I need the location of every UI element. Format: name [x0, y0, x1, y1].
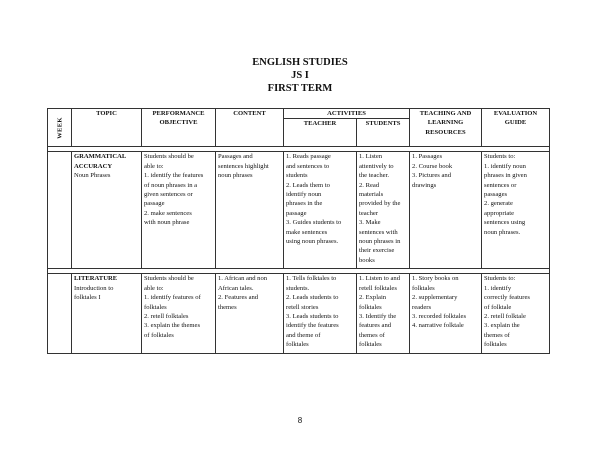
document-term: FIRST TERM	[267, 83, 333, 94]
document-class: JS I	[291, 70, 309, 81]
cell-text: themes of	[484, 331, 510, 339]
cell-text: drawings	[412, 181, 437, 189]
cell-text: 2. make sentences	[144, 209, 192, 217]
evaluation-cell	[482, 274, 550, 353]
cell-text: identify the features	[286, 322, 339, 330]
cell-text: 3. Leads students to	[286, 312, 339, 320]
teaching-resources-header: TEACHING AND LEARNING RESOURCES	[410, 109, 482, 147]
cell-text: folktales	[286, 341, 309, 349]
cell-text: books	[359, 256, 375, 264]
cell-text: themes	[218, 303, 237, 311]
cell-text: with noun phrase	[144, 219, 190, 227]
students-activity-cell	[357, 274, 410, 353]
cell-text: noun phrases in	[359, 238, 401, 246]
cell-text: themes of	[359, 331, 385, 339]
cell-text: Students should be	[144, 153, 194, 161]
cell-text: provided by the	[359, 200, 401, 208]
cell-text: passage	[286, 209, 307, 217]
students-header: STUDENTS	[357, 119, 410, 147]
cell-text: passage	[144, 200, 165, 208]
week-cell	[48, 152, 72, 269]
cell-text: of noun phrases in a	[144, 181, 198, 189]
cell-text: of folktale	[484, 303, 512, 311]
cell-text: passages	[484, 191, 508, 199]
cell-text: Noun Phrases	[74, 172, 111, 180]
cell-text: the teacher.	[359, 172, 390, 180]
cell-text: sentences highlight	[218, 162, 269, 170]
header-row-top	[48, 109, 550, 119]
resources-cell	[410, 152, 482, 269]
cell-text: 1. identify noun	[484, 162, 526, 170]
content-cell	[216, 152, 284, 269]
cell-text: 2. supplementary	[412, 294, 458, 302]
cell-text: Students to:	[484, 275, 516, 283]
cell-text: 3. explain the	[484, 322, 520, 330]
page-number: 8	[297, 416, 303, 425]
cell-text: 1. African and non	[218, 275, 268, 283]
cell-text: students	[286, 172, 308, 180]
cell-text: Students should be	[144, 275, 194, 283]
cell-text: of folktales	[144, 331, 174, 339]
cell-text: folktales I	[74, 294, 101, 302]
cell-text: noun phrases	[218, 172, 253, 180]
topic-cell	[72, 152, 142, 269]
performance-objective-header: PERFORMANCE OBJECTIVE	[142, 109, 216, 147]
cell-text: materials	[359, 191, 384, 199]
cell-text: appropriate	[484, 209, 515, 217]
cell-text: Introduction to	[74, 284, 114, 292]
cell-text: their exercise	[359, 247, 395, 255]
cell-text: 3. Pictures and	[412, 172, 452, 180]
cell-text: attentively to	[359, 162, 394, 170]
teacher-activity-cell	[284, 274, 357, 353]
cell-text: retell folktales	[359, 284, 397, 292]
cell-text: 2. generate	[484, 200, 513, 208]
cell-text: teacher	[359, 209, 379, 217]
students-activity-cell	[357, 152, 410, 269]
topic-cell	[72, 274, 142, 353]
cell-text: LITERATURE	[74, 275, 118, 283]
cell-text: sentences or	[484, 181, 517, 189]
evaluation-header: EVALUATION GUIDE	[482, 109, 550, 147]
cell-text: 2. Explain	[359, 294, 387, 302]
teacher-header: TEACHER	[284, 119, 357, 147]
cell-text: folktales	[144, 303, 167, 311]
cell-text: sentences with	[359, 228, 398, 236]
cell-text: 2. retell folktale	[484, 312, 526, 320]
objective-cell	[142, 274, 216, 353]
resources-cell	[410, 274, 482, 353]
cell-text: make sentences	[286, 228, 328, 236]
content-cell	[216, 274, 284, 353]
cell-text: Students to:	[484, 153, 516, 161]
content-header: CONTENT	[216, 109, 284, 147]
cell-text: 4. narrative folktale	[412, 322, 464, 330]
cell-text: 1. Story books on	[412, 275, 459, 283]
cell-text: able to:	[144, 162, 164, 170]
teacher-activity-cell	[284, 152, 357, 269]
document-subject: ENGLISH STUDIES	[252, 57, 348, 68]
objective-cell	[142, 152, 216, 269]
week-cell	[48, 274, 72, 353]
cell-text: African tales.	[218, 284, 254, 292]
cell-text: 3. Make	[359, 219, 381, 227]
cell-text: 2. Read	[359, 181, 380, 189]
cell-text: readers	[412, 303, 432, 311]
cell-text: noun phrases.	[484, 228, 521, 236]
cell-text: students.	[286, 284, 310, 292]
cell-text: identify noun	[286, 191, 322, 199]
cell-text: 1. Passages	[412, 153, 443, 161]
cell-text: 3. Identify the	[359, 312, 397, 320]
cell-text: phrases in the	[286, 200, 323, 208]
cell-text: 1. Listen to and	[359, 275, 401, 283]
cell-text: 2. Leads them to	[286, 181, 330, 189]
cell-text: 2. Leads students to	[286, 294, 339, 302]
cell-text: GRAMMATICAL	[74, 153, 127, 161]
cell-text: 1. identify features of	[144, 294, 201, 302]
cell-text: 2. Course book	[412, 162, 453, 170]
cell-text: sentences using	[484, 219, 526, 227]
cell-text: 1. identify the features	[144, 172, 204, 180]
cell-text: 1. Listen	[359, 153, 383, 161]
cell-text: features and	[359, 322, 392, 330]
cell-text: phrases in given	[484, 172, 527, 180]
cell-text: correctly features	[484, 294, 530, 302]
cell-text: 1. Tells folktales to	[286, 275, 337, 283]
cell-text: and theme of	[286, 331, 321, 339]
cell-text: and sentences to	[286, 162, 330, 170]
cell-text: ACCURACY	[74, 162, 113, 170]
cell-text: Passages and	[218, 153, 253, 161]
cell-text: using noun phrases.	[286, 238, 339, 246]
cell-text: folktales	[359, 303, 382, 311]
cell-text: given sentences or	[144, 191, 193, 199]
activities-header: ACTIVITIES	[284, 109, 410, 119]
cell-text: folktales	[412, 284, 435, 292]
cell-text: 2. Features and	[218, 294, 259, 302]
cell-text: retell stories	[286, 303, 319, 311]
cell-text: 3. Guides students to	[286, 219, 342, 227]
cell-text: 1. identify	[484, 284, 512, 292]
cell-text: folktales	[484, 341, 507, 349]
week-header: WEEK	[48, 109, 72, 147]
cell-text: 1. Reads passage	[286, 153, 331, 161]
cell-text: 3. recorded folktales	[412, 312, 467, 320]
cell-text: able to:	[144, 284, 164, 292]
topic-header: TOPIC	[72, 109, 142, 147]
cell-text: 3. explain the themes	[144, 322, 201, 330]
evaluation-cell	[482, 152, 550, 269]
scheme-of-work-table	[47, 108, 550, 354]
table-row	[48, 274, 550, 353]
table-row	[48, 152, 550, 269]
cell-text: folktales	[359, 341, 382, 349]
cell-text: 2. retell folktales	[144, 312, 189, 320]
